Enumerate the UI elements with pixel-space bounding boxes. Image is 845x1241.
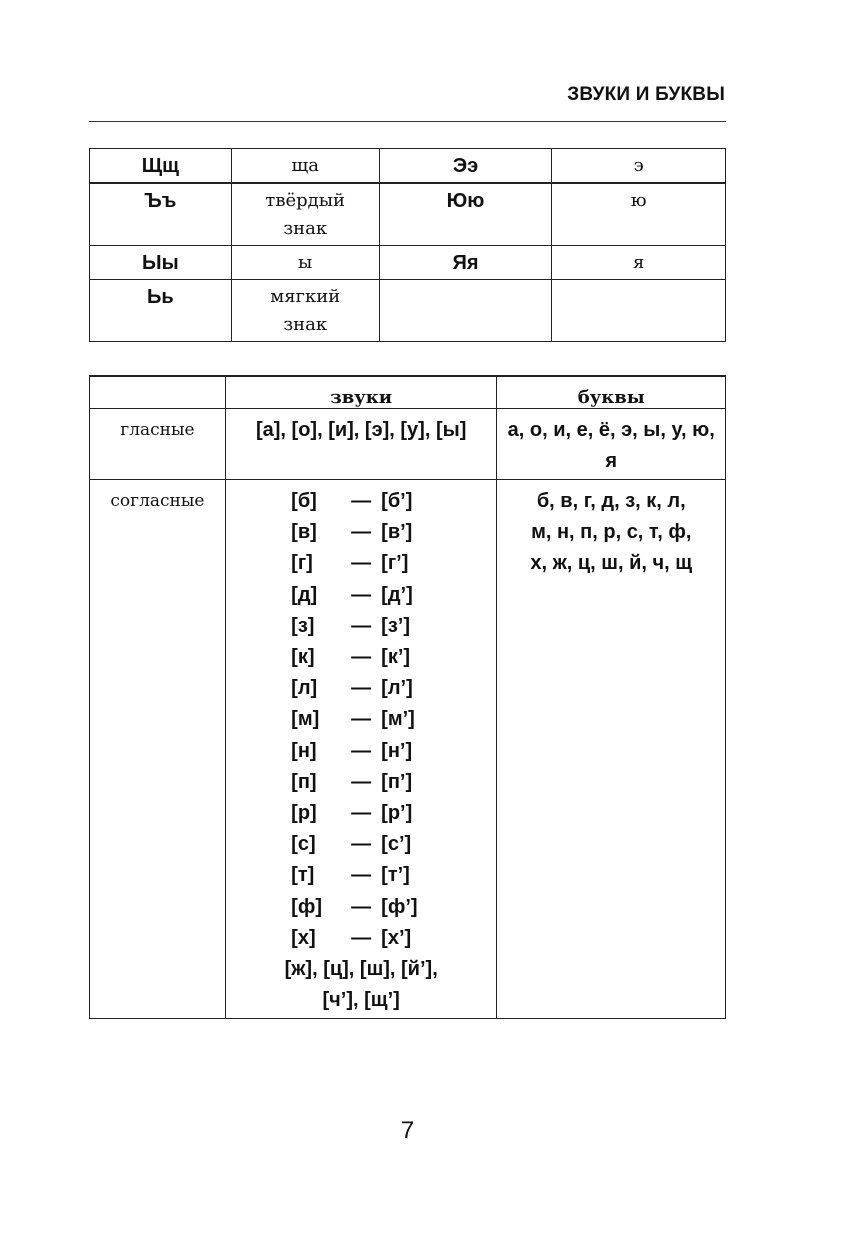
- pair-dash: —: [351, 708, 372, 731]
- soft-consonant: [х’]: [381, 926, 412, 949]
- letter-name-cell: ы: [231, 246, 379, 280]
- consonant-pair: [291, 923, 431, 954]
- consonant-pair: [291, 798, 431, 829]
- letter-name-cell: твёрдый знак: [231, 183, 379, 246]
- letter-name-cell: [552, 280, 726, 342]
- soft-consonant: [л’]: [381, 677, 413, 700]
- hard-consonant: [р]: [291, 801, 317, 824]
- soft-consonant: [з’]: [381, 614, 410, 637]
- letter-cell: [379, 280, 552, 342]
- pair-dash: —: [351, 739, 372, 762]
- pair-dash: —: [351, 833, 372, 856]
- hard-consonant: [г]: [291, 552, 313, 575]
- soft-consonant: [в’]: [381, 521, 413, 544]
- soft-consonant: [н’]: [381, 739, 413, 762]
- alphabet-table: [89, 148, 726, 342]
- vowels-label: гласные: [90, 409, 226, 480]
- soft-consonant: [ф’]: [381, 895, 418, 918]
- header-rule: [89, 121, 726, 122]
- letter-name-cell: ща: [231, 149, 379, 184]
- consonant-pair: [291, 767, 431, 798]
- consonants-row: [90, 480, 726, 1019]
- vowel-sounds: [а], [о], [и], [э], [у], [ы]: [225, 409, 497, 480]
- soft-consonant: [т’]: [381, 864, 410, 887]
- hard-consonant: [з]: [291, 614, 315, 637]
- letter-cell: Ьь: [90, 280, 232, 342]
- hard-consonant: [ф]: [291, 895, 322, 918]
- pair-dash: —: [351, 552, 372, 575]
- alphabet-row: [90, 183, 726, 246]
- vowel-letters: а, о, и, е, ё, э, ы, у, ю, я: [497, 409, 726, 480]
- alphabet-row: [90, 149, 726, 184]
- vowels-row: [90, 409, 726, 480]
- pair-dash: —: [351, 677, 372, 700]
- soft-consonant: [р’]: [381, 801, 413, 824]
- sounds-table-header-row: [90, 376, 726, 409]
- consonant-pairs-list: [291, 486, 431, 954]
- hard-consonant: [п]: [291, 770, 317, 793]
- consonant-letters-line-3: х, ж, ц, ш, й, ч, щ: [530, 552, 693, 574]
- letter-cell: Юю: [379, 183, 552, 246]
- alphabet-row: [90, 246, 726, 280]
- soft-consonant: [д’]: [381, 583, 413, 606]
- consonants-label: согласные: [90, 480, 226, 1019]
- hard-consonant: [в]: [291, 521, 317, 544]
- consonant-pair: [291, 673, 431, 704]
- header-cell-empty: [90, 376, 226, 409]
- consonant-letters-line-2: м, н, п, р, с, т, ф,: [531, 521, 692, 543]
- pair-dash: —: [351, 801, 372, 824]
- consonant-sounds: [225, 480, 497, 1019]
- consonant-pair: [291, 642, 431, 673]
- consonant-pair: [291, 860, 431, 891]
- soft-consonant: [г’]: [381, 552, 409, 575]
- letter-name-cell: мягкий знак: [231, 280, 379, 342]
- soft-consonant: [п’]: [381, 770, 413, 793]
- letter-name-cell: э: [552, 149, 726, 184]
- hard-consonant: [н]: [291, 739, 317, 762]
- consonant-pair: [291, 517, 431, 548]
- consonant-letters: [497, 480, 726, 1019]
- letter-cell: Ээ: [379, 149, 552, 184]
- pair-dash: —: [351, 521, 372, 544]
- consonant-letters-line-1: б, в, г, д, з, к, л,: [536, 490, 686, 512]
- letter-name-cell: я: [552, 246, 726, 280]
- page-number: 7: [400, 1117, 415, 1144]
- unpaired-sounds-line-1: [ж], [ц], [ш], [й’],: [284, 957, 438, 980]
- consonant-pair: [291, 736, 431, 767]
- pair-dash: —: [351, 646, 372, 669]
- soft-consonant: [м’]: [381, 708, 415, 731]
- hard-consonant: [к]: [291, 646, 315, 669]
- pair-dash: —: [351, 864, 372, 887]
- hard-consonant: [с]: [291, 833, 316, 856]
- consonant-pair: [291, 548, 431, 579]
- pair-dash: —: [351, 614, 372, 637]
- page-header-title: ЗВУКИ И БУКВЫ: [567, 84, 725, 105]
- hard-consonant: [л]: [291, 677, 318, 700]
- soft-consonant: [с’]: [381, 833, 412, 856]
- hard-consonant: [х]: [291, 926, 316, 949]
- consonant-pair: [291, 580, 431, 611]
- pair-dash: —: [351, 770, 372, 793]
- hard-consonant: [д]: [291, 583, 318, 606]
- letter-name-cell: ю: [552, 183, 726, 246]
- soft-consonant: [к’]: [381, 646, 411, 669]
- header-cell-letters: буквы: [497, 376, 726, 409]
- letter-cell: Яя: [379, 246, 552, 280]
- pair-dash: —: [351, 895, 372, 918]
- soft-consonant: [б’]: [381, 490, 413, 513]
- consonant-pair: [291, 611, 431, 642]
- unpaired-sounds-line-2: [ч’], [щ’]: [322, 988, 400, 1011]
- pair-dash: —: [351, 926, 372, 949]
- letter-cell: Ъъ: [90, 183, 232, 246]
- letter-cell: Ыы: [90, 246, 232, 280]
- hard-consonant: [м]: [291, 708, 320, 731]
- consonant-pair: [291, 704, 431, 735]
- consonant-pair: [291, 486, 431, 517]
- pair-dash: —: [351, 490, 372, 513]
- consonant-pair: [291, 891, 431, 922]
- alphabet-row: [90, 280, 726, 342]
- header-cell-sounds: звуки: [225, 376, 497, 409]
- pair-dash: —: [351, 583, 372, 606]
- letter-cell: Щщ: [90, 149, 232, 184]
- consonant-pair: [291, 829, 431, 860]
- hard-consonant: [т]: [291, 864, 315, 887]
- sounds-letters-table: [89, 375, 726, 1019]
- hard-consonant: [б]: [291, 490, 317, 513]
